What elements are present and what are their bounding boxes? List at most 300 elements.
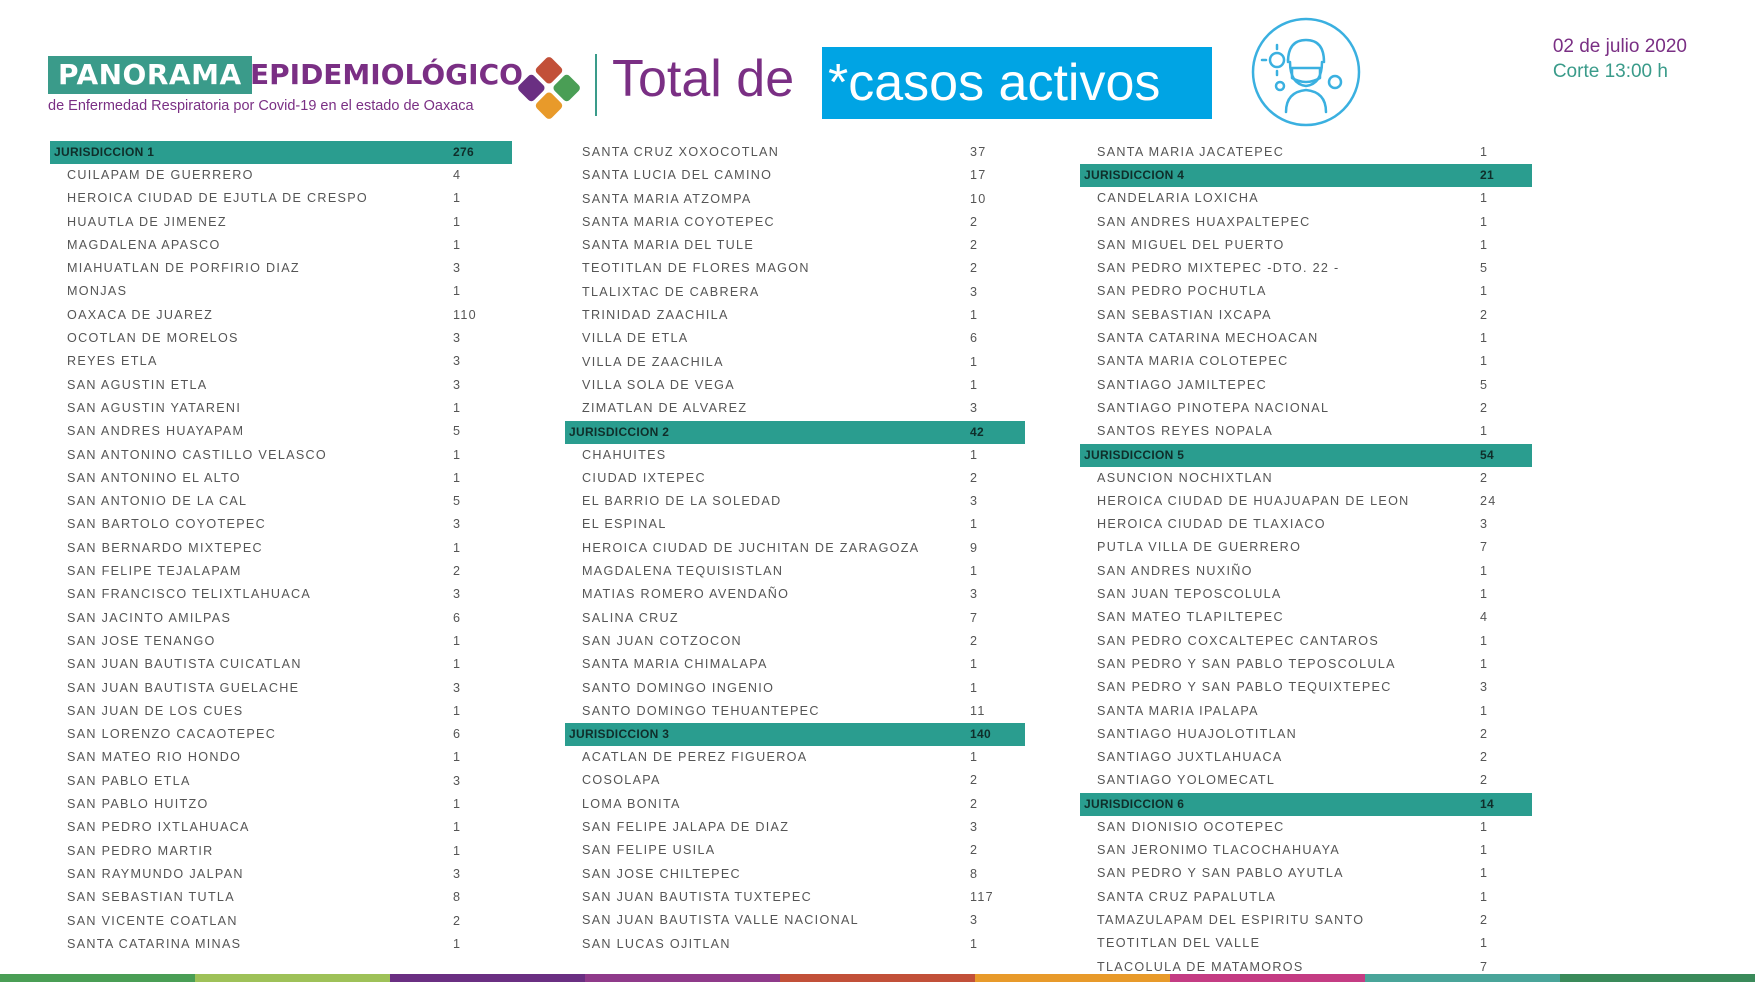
active-cases-value: 17 (970, 168, 987, 183)
active-cases-value: 5 (453, 494, 462, 509)
table-row (50, 886, 512, 909)
jurisdiction-total: 42 (970, 424, 984, 439)
table-row (50, 374, 512, 397)
municipality-name: SANTA MARIA CHIMALAPA (582, 657, 768, 672)
municipality-name: MAGDALENA TEQUISISTLAN (582, 564, 784, 579)
active-cases-value: 2 (1480, 307, 1489, 322)
table-row (565, 397, 1025, 420)
table-row (1080, 816, 1532, 839)
active-cases-value: 3 (453, 680, 462, 695)
municipality-name: CIUDAD IXTEPEC (582, 470, 706, 485)
active-cases-value: 2 (1480, 912, 1489, 927)
active-cases-value: 9 (970, 540, 979, 555)
jurisdiction-name: JURISDICCION 1 (54, 145, 155, 159)
active-cases-value: 1 (1480, 889, 1489, 904)
active-cases-value: 5 (1480, 261, 1489, 276)
active-cases-value: 2 (970, 633, 979, 648)
table-row (50, 257, 512, 280)
municipality-name: SAN LUCAS OJITLAN (582, 936, 731, 951)
municipality-name: SANTA CRUZ XOXOCOTLAN (582, 145, 780, 159)
table-row (565, 257, 1025, 280)
jurisdiction-total: 54 (1480, 447, 1494, 462)
active-cases-value: 2 (453, 913, 462, 928)
active-cases-value: 10 (970, 191, 987, 206)
active-cases-value: 1 (453, 470, 462, 485)
active-cases-value: 1 (970, 354, 979, 369)
municipality-name: SAN JUAN BAUTISTA TUXTEPEC (582, 889, 812, 904)
active-cases-value: 2 (970, 773, 979, 788)
municipality-name: ACATLAN DE PEREZ FIGUEROA (582, 750, 808, 765)
table-row (1080, 630, 1532, 653)
municipality-name: SAN SEBASTIAN TUTLA (67, 890, 235, 905)
active-cases-value: 1 (970, 657, 979, 672)
municipality-name: COSOLAPA (582, 773, 661, 788)
table-row (50, 397, 512, 420)
active-cases-value: 5 (1480, 377, 1489, 392)
table-row (50, 723, 512, 746)
table-row (565, 630, 1025, 653)
table-row (565, 607, 1025, 630)
table-row (565, 560, 1025, 583)
table-column-1 (50, 141, 512, 956)
title-separator (595, 54, 597, 116)
municipality-name: SAN JACINTO AMILPAS (67, 610, 232, 625)
active-cases-value: 1 (453, 797, 462, 812)
jurisdiction-total: 21 (1480, 168, 1494, 183)
municipality-name: SANTOS REYES NOPALA (1097, 424, 1274, 439)
active-cases-value: 3 (453, 517, 462, 532)
active-cases-value: 3 (970, 494, 979, 509)
jurisdiction-header (565, 421, 1025, 444)
table-row (50, 211, 512, 234)
active-cases-value: 1 (453, 936, 462, 951)
table-row (565, 700, 1025, 723)
active-cases-value: 1 (453, 214, 462, 229)
municipality-name: TLALIXTAC DE CABRERA (582, 284, 760, 299)
municipality-name: SAN BARTOLO COYOTEPEC (67, 517, 266, 532)
municipality-name: MIAHUATLAN DE PORFIRIO DIAZ (67, 261, 300, 276)
table-row (50, 863, 512, 886)
footer-color-segment (1560, 974, 1755, 982)
table-row (1080, 932, 1532, 955)
table-row (1080, 141, 1532, 164)
active-cases-value: 4 (453, 168, 462, 182)
table-row (1080, 583, 1532, 606)
table-row (50, 280, 512, 303)
table-row (565, 886, 1025, 909)
footer-color-segment (0, 974, 195, 982)
active-cases-value: 2 (1480, 750, 1489, 765)
active-cases-value: 2 (970, 261, 979, 276)
municipality-name: SAN VICENTE COATLAN (67, 913, 238, 928)
municipality-name: SAN MATEO TLAPILTEPEC (1097, 610, 1284, 625)
table-row (50, 793, 512, 816)
table-row (565, 839, 1025, 862)
municipality-name: MONJAS (67, 284, 128, 299)
jurisdiction-name: JURISDICCION 5 (1084, 447, 1185, 462)
table-row (50, 327, 512, 350)
municipality-name: SAN FELIPE TEJALAPAM (67, 564, 242, 579)
jurisdiction-name: JURISDICCION 2 (569, 424, 670, 439)
municipality-name: OAXACA DE JUAREZ (67, 307, 214, 322)
table-row (50, 770, 512, 793)
table-row (50, 840, 512, 863)
table-row (50, 700, 512, 723)
table-column-2 (565, 141, 1025, 956)
municipality-name: SAN FELIPE USILA (582, 843, 716, 858)
active-cases-value: 11 (970, 703, 986, 718)
municipality-name: LOMA BONITA (582, 796, 681, 811)
active-cases-value: 2 (453, 564, 462, 579)
municipality-name: TLACOLULA DE MATAMOROS (1097, 959, 1304, 974)
table-row (565, 188, 1025, 211)
table-row (1080, 467, 1532, 490)
table-row (565, 863, 1025, 886)
municipality-name: SAN JUAN BAUTISTA GUELACHE (67, 680, 300, 695)
table-row (50, 677, 512, 700)
table-row (50, 933, 512, 956)
table-row (50, 490, 512, 513)
table-row (565, 374, 1025, 397)
active-cases-value: 4 (1480, 610, 1489, 625)
active-cases-value: 3 (970, 913, 979, 928)
active-cases-value: 1 (1480, 331, 1489, 346)
municipality-name: ASUNCION NOCHIXTLAN (1097, 470, 1273, 485)
table-row (565, 304, 1025, 327)
active-cases-value: 1 (453, 191, 462, 206)
active-cases-value: 3 (970, 284, 979, 299)
active-cases-value: 1 (970, 517, 979, 532)
active-cases-value: 8 (970, 866, 979, 881)
table-row (1080, 676, 1532, 699)
municipality-name: HEROICA CIUDAD DE TLAXIACO (1097, 517, 1326, 532)
jurisdiction-header (1080, 793, 1532, 816)
municipality-name: SANTA CATARINA MECHOACAN (1097, 331, 1319, 346)
municipality-name: SAN ANTONINO CASTILLO VELASCO (67, 447, 328, 462)
active-cases-value: 1 (1480, 843, 1489, 858)
table-row (565, 467, 1025, 490)
active-cases-value: 2 (970, 796, 979, 811)
table-row (565, 281, 1025, 304)
active-cases-value: 1 (1480, 656, 1489, 671)
municipality-name: SAN JUAN COTZOCON (582, 633, 742, 648)
active-cases-value: 1 (453, 703, 462, 718)
table-row (50, 420, 512, 443)
active-cases-value: 37 (970, 145, 987, 159)
active-cases-value: 3 (970, 587, 979, 602)
table-row (50, 187, 512, 210)
header (0, 0, 1755, 135)
municipality-name: SANTO DOMINGO INGENIO (582, 680, 775, 695)
municipality-name: SAN PEDRO IXTLAHUACA (67, 820, 250, 835)
active-cases-value: 1 (1480, 424, 1489, 439)
table-row (565, 444, 1025, 467)
active-cases-value: 3 (453, 331, 462, 346)
municipality-name: SAN JUAN TEPOSCOLULA (1097, 587, 1282, 602)
table-row (50, 234, 512, 257)
municipality-name: SAN JUAN BAUTISTA CUICATLAN (67, 657, 302, 672)
table-row (565, 677, 1025, 700)
table-row (1080, 536, 1532, 559)
municipality-name: SANTA CRUZ PAPALUTLA (1097, 889, 1277, 904)
table-row (50, 583, 512, 606)
municipality-name: SAN MIGUEL DEL PUERTO (1097, 237, 1285, 252)
table-row (565, 164, 1025, 187)
jurisdiction-header (565, 723, 1025, 746)
municipality-name: SAN AGUSTIN YATARENI (67, 400, 242, 415)
page-title: Total de (612, 50, 795, 108)
active-cases-value: 2 (1480, 470, 1489, 485)
active-cases-value: 5 (453, 424, 462, 439)
municipality-name: SAN PABLO ETLA (67, 773, 191, 788)
active-cases-value: 1 (453, 447, 462, 462)
table-row (1080, 653, 1532, 676)
active-cases-value: 1 (1480, 633, 1489, 648)
jurisdiction-name: JURISDICCION 6 (1084, 796, 1185, 811)
municipality-name: TAMAZULAPAM DEL ESPIRITU SANTO (1097, 912, 1365, 927)
active-cases-value: 1 (1480, 354, 1489, 369)
municipality-name: SAN RAYMUNDO JALPAN (67, 866, 244, 881)
table-row (1080, 723, 1532, 746)
table-row (50, 444, 512, 467)
municipality-name: SAN PEDRO Y SAN PABLO AYUTLA (1097, 866, 1344, 881)
table-row (1080, 420, 1532, 443)
municipality-name: SAN ANDRES HUAXPALTEPEC (1097, 214, 1311, 229)
table-row (565, 816, 1025, 839)
municipality-name: SAN ANDRES HUAYAPAM (67, 424, 245, 439)
active-cases-value: 1 (970, 564, 979, 579)
active-cases-value: 1 (1480, 819, 1489, 834)
active-cases-value: 3 (453, 354, 462, 369)
municipality-name: PUTLA VILLA DE GUERRERO (1097, 540, 1302, 555)
active-cases-value: 1 (970, 680, 979, 695)
active-cases-value: 1 (970, 936, 979, 951)
municipality-name: SANTIAGO JUXTLAHUACA (1097, 750, 1283, 765)
active-cases-value: 2 (1480, 726, 1489, 741)
table-row (1080, 397, 1532, 420)
active-cases-value: 1 (970, 377, 979, 392)
table-row (50, 560, 512, 583)
municipality-name: SAN ANDRES NUXIÑO (1097, 563, 1253, 578)
table-row (565, 513, 1025, 536)
active-cases-value: 1 (1480, 145, 1489, 159)
table-row (565, 537, 1025, 560)
active-cases-value: 1 (1480, 563, 1489, 578)
municipality-name: EL BARRIO DE LA SOLEDAD (582, 494, 782, 509)
active-cases-value: 3 (1480, 680, 1489, 695)
municipality-name: SAN FELIPE JALAPA DE DIAZ (582, 820, 790, 835)
active-cases-value: 1 (1480, 237, 1489, 252)
cutoff-time: Corte 13:00 h (1552, 61, 1668, 82)
table-row (50, 607, 512, 630)
table-row (50, 910, 512, 933)
municipality-name: SANTA MARIA COLOTEPEC (1097, 354, 1289, 369)
table-row (565, 746, 1025, 769)
active-cases-value: 1 (453, 284, 462, 299)
table-row (565, 909, 1025, 932)
table-row (50, 513, 512, 536)
municipality-name: SAN ANTONIO DE LA CAL (67, 494, 248, 509)
active-cases-value: 3 (1480, 517, 1489, 532)
table-row (1080, 211, 1532, 234)
table-row (565, 793, 1025, 816)
table-row (1080, 839, 1532, 862)
municipality-name: SANTA MARIA COYOTEPEC (582, 214, 775, 229)
municipality-name: SANTA CATARINA MINAS (67, 936, 242, 951)
municipality-name: OCOTLAN DE MORELOS (67, 331, 239, 346)
covid-person-icon (1250, 16, 1362, 128)
table-row (1080, 886, 1532, 909)
table-row (1080, 304, 1532, 327)
table-row (1080, 746, 1532, 769)
active-cases-value: 6 (453, 610, 462, 625)
municipality-name: MAGDALENA APASCO (67, 237, 221, 252)
jurisdiction-name: JURISDICCION 4 (1084, 168, 1185, 183)
active-cases-value: 1 (1480, 284, 1489, 299)
footer-color-segment (1365, 974, 1560, 982)
municipality-name: VILLA SOLA DE VEGA (582, 377, 735, 392)
municipality-name: SAN BERNARDO MIXTEPEC (67, 540, 263, 555)
table-row (1080, 280, 1532, 303)
table-row (50, 537, 512, 560)
active-cases-value: 2 (970, 843, 979, 858)
date-block (1553, 34, 1687, 84)
active-cases-value: 1 (1480, 214, 1489, 229)
table-row (50, 816, 512, 839)
active-cases-value: 3 (970, 820, 979, 835)
municipality-name: SAN MATEO RIO HONDO (67, 750, 242, 765)
footer-color-segment (585, 974, 780, 982)
municipality-name: SANTA MARIA IPALAPA (1097, 703, 1259, 718)
municipality-name: HEROICA CIUDAD DE EJUTLA DE CRESPO (67, 191, 369, 206)
municipality-name: SAN PEDRO Y SAN PABLO TEPOSCOLULA (1097, 656, 1396, 671)
jurisdiction-total: 14 (1480, 796, 1494, 811)
municipality-name: MATIAS ROMERO AVENDAÑO (582, 587, 790, 602)
municipality-name: SAN PEDRO POCHUTLA (1097, 284, 1267, 299)
table-row (565, 583, 1025, 606)
municipality-name: SANTIAGO PINOTEPA NACIONAL (1097, 400, 1330, 415)
table-row (1080, 327, 1532, 350)
municipality-name: SANTA MARIA JACATEPEC (1097, 145, 1285, 159)
municipality-name: SAN JUAN BAUTISTA VALLE NACIONAL (582, 913, 859, 928)
municipality-name: CANDELARIA LOXICHA (1097, 191, 1259, 206)
jurisdiction-total: 276 (453, 145, 474, 159)
active-cases-value: 1 (1480, 587, 1489, 602)
jurisdiction-header (1080, 164, 1532, 187)
municipality-name: CUILAPAM DE GUERRERO (67, 168, 254, 182)
table-row (565, 490, 1025, 513)
municipality-name: TEOTITLAN DEL VALLE (1097, 936, 1261, 951)
municipality-name: SANTIAGO HUAJOLOTITLAN (1097, 726, 1298, 741)
table-row (1080, 257, 1532, 280)
active-cases-value: 1 (1480, 703, 1489, 718)
table-row (1080, 374, 1532, 397)
table-row (1080, 350, 1532, 373)
jurisdiction-header (1080, 444, 1532, 467)
table-row (1080, 909, 1532, 932)
active-cases-value: 1 (1480, 936, 1489, 951)
active-cases-value: 1 (970, 308, 979, 323)
active-cases-value: 1 (453, 400, 462, 415)
table-row (1080, 606, 1532, 629)
municipality-name: SANTA LUCIA DEL CAMINO (582, 168, 773, 183)
table-row (50, 630, 512, 653)
table-row (1080, 234, 1532, 257)
table-row (565, 933, 1025, 956)
active-cases-value: 1 (1480, 866, 1489, 881)
active-cases-value: 2 (970, 238, 979, 253)
municipality-name: SAN FRANCISCO TELIXTLAHUACA (67, 587, 312, 602)
municipality-name: SAN PABLO HUITZO (67, 797, 209, 812)
footer-color-segment (975, 974, 1170, 982)
municipality-name: SANTO DOMINGO TEHUANTEPEC (582, 703, 820, 718)
active-cases-value: 3 (453, 866, 462, 881)
table-row (565, 234, 1025, 257)
active-cases-value: 6 (453, 727, 462, 742)
table-row (1080, 560, 1532, 583)
table-row (1080, 513, 1532, 536)
municipality-name: REYES ETLA (67, 354, 158, 369)
municipality-name: ZIMATLAN DE ALVAREZ (582, 401, 748, 416)
municipality-name: SAN JERONIMO TLACOCHAHUAYA (1097, 843, 1341, 858)
panorama-logo (48, 52, 608, 122)
jurisdiction-name: JURISDICCION 3 (569, 727, 670, 742)
municipality-name: SAN SEBASTIAN IXCAPA (1097, 307, 1272, 322)
municipality-name: SAN ANTONINO EL ALTO (67, 470, 241, 485)
table-row (1080, 862, 1532, 885)
table-row (50, 164, 512, 187)
municipality-name: HEROICA CIUDAD DE HUAJUAPAN DE LEON (1097, 493, 1410, 508)
municipality-name: HEROICA CIUDAD DE JUCHITAN DE ZARAGOZA (582, 540, 920, 555)
table-row (565, 327, 1025, 350)
active-cases-value: 1 (453, 540, 462, 555)
municipality-name: SAN PEDRO MARTIR (67, 843, 214, 858)
municipality-name: SAN PEDRO COXCALTEPEC CANTAROS (1097, 633, 1380, 648)
active-cases-value: 2 (1480, 773, 1489, 788)
table-row (565, 351, 1025, 374)
municipality-name: TRINIDAD ZAACHILA (582, 308, 729, 323)
table-column-3 (1080, 141, 1532, 979)
municipality-name: SANTA MARIA ATZOMPA (582, 191, 752, 206)
municipality-name: SAN DIONISIO OCOTEPEC (1097, 819, 1285, 834)
active-cases-value: 1 (453, 820, 462, 835)
footer-color-segment (1170, 974, 1365, 982)
active-cases-value: 1 (453, 237, 462, 252)
table-row (50, 350, 512, 373)
active-cases-value: 1 (1480, 191, 1489, 206)
table-row (565, 769, 1025, 792)
page-title-highlight: *casos activos (822, 47, 1212, 119)
active-cases-value: 3 (970, 401, 979, 416)
municipality-name: SAN JOSE CHILTEPEC (582, 866, 741, 881)
active-cases-value: 3 (453, 773, 462, 788)
municipality-name: HUAUTLA DE JIMENEZ (67, 214, 227, 229)
table-row (565, 211, 1025, 234)
active-cases-value: 117 (970, 889, 994, 904)
active-cases-value: 24 (1480, 493, 1497, 508)
table-row (50, 746, 512, 769)
active-cases-value: 6 (970, 331, 979, 346)
footer-color-bar (0, 974, 1755, 982)
municipality-name: SAN PEDRO Y SAN PABLO TEQUIXTEPEC (1097, 680, 1392, 695)
active-cases-value: 7 (1480, 959, 1489, 974)
active-cases-value: 1 (453, 633, 462, 648)
municipality-name: SANTA MARIA DEL TULE (582, 238, 755, 253)
municipality-name: SANTIAGO YOLOMECATL (1097, 773, 1276, 788)
active-cases-value: 3 (453, 377, 462, 392)
active-cases-value: 1 (970, 447, 979, 462)
table-row (50, 467, 512, 490)
